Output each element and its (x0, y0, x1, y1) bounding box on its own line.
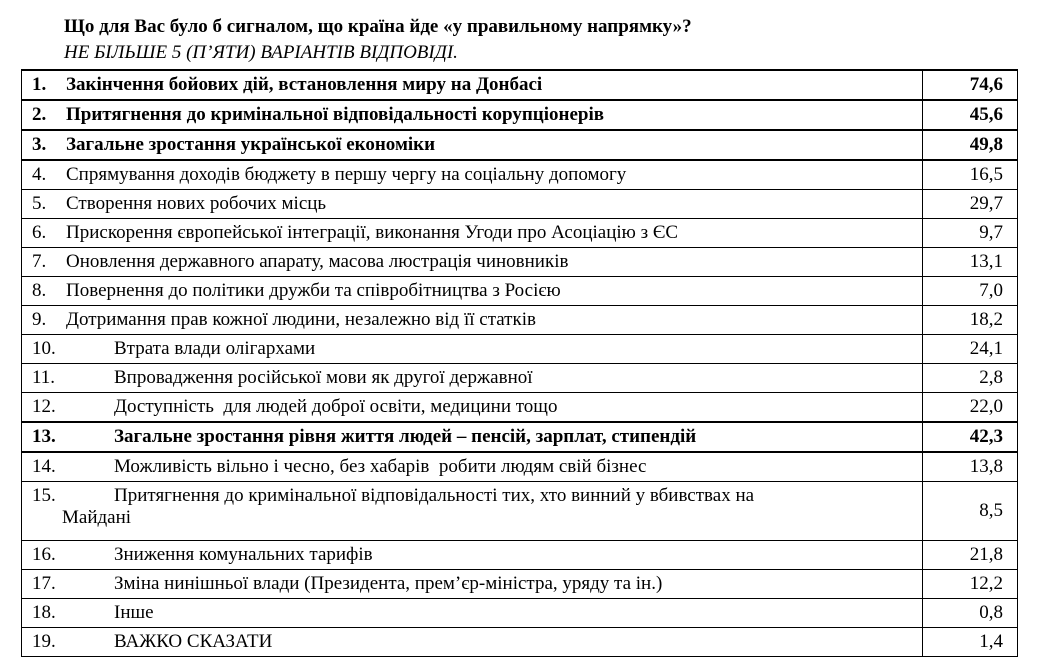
table-row (22, 628, 1018, 657)
row-number: 12. (32, 396, 56, 417)
table-row (22, 190, 1018, 219)
row-number: 15. (32, 485, 56, 506)
row-number: 16. (32, 544, 56, 565)
row-number: 17. (32, 573, 56, 594)
answer-cell (22, 306, 923, 335)
table-row (22, 541, 1018, 570)
row-number: 13. (32, 426, 56, 447)
percent-value: 29,7 (923, 190, 1018, 219)
answer-text: Загальне зростання української економіки (66, 134, 436, 155)
answer-text: Повернення до політики дружби та співробітництва з Росією (66, 280, 561, 301)
percent-value: 12,2 (923, 570, 1018, 599)
table-row (22, 599, 1018, 628)
percent-value: 21,8 (923, 541, 1018, 570)
answer-text: ВАЖКО СКАЗАТИ (114, 631, 273, 652)
question-title: Що для Вас було б сигналом, що країна йде «у правильному напрямку»? (64, 16, 692, 37)
answer-text: Притягнення до кримінальної відповідальності тих, хто винний у вбивствах на (114, 485, 755, 506)
answer-text: Притягнення до кримінальної відповідальності корупціонерів (66, 104, 604, 125)
table-row (22, 130, 1018, 160)
answer-cell (22, 277, 923, 306)
percent-value: 42,3 (923, 422, 1018, 452)
answer-text-continuation: Майдані (62, 507, 132, 528)
table-row (22, 482, 1018, 541)
row-number: 1. (32, 74, 47, 95)
table-row (22, 452, 1018, 482)
percent-value: 16,5 (923, 160, 1018, 190)
table-row (22, 570, 1018, 599)
table-row (22, 100, 1018, 130)
answer-cell (22, 130, 923, 160)
table-row (22, 160, 1018, 190)
row-number: 3. (32, 134, 47, 155)
results-table (21, 69, 1018, 657)
answer-cell (22, 541, 923, 570)
percent-value: 9,7 (923, 219, 1018, 248)
table-row (22, 70, 1018, 100)
row-number: 6. (32, 222, 47, 243)
answer-cell (22, 248, 923, 277)
percent-value: 74,6 (923, 70, 1018, 100)
percent-value: 24,1 (923, 335, 1018, 364)
answer-text: Інше (114, 602, 154, 623)
percent-value: 18,2 (923, 306, 1018, 335)
row-number: 9. (32, 309, 47, 330)
percent-value: 1,4 (923, 628, 1018, 657)
answer-cell (22, 628, 923, 657)
instruction-note: НЕ БІЛЬШЕ 5 (П’ЯТИ) ВАРІАНТІВ ВІДПОВІДІ. (64, 42, 458, 63)
row-number: 19. (32, 631, 56, 652)
row-number: 11. (32, 367, 56, 388)
table-row (22, 393, 1018, 423)
row-number: 14. (32, 456, 56, 477)
answer-cell (22, 570, 923, 599)
answer-cell (22, 452, 923, 482)
percent-value: 22,0 (923, 393, 1018, 423)
answer-text: Спрямування доходів бюджету в першу чергу на соціальну допомогу (66, 164, 627, 185)
percent-value: 2,8 (923, 364, 1018, 393)
percent-value: 45,6 (923, 100, 1018, 130)
row-number: 8. (32, 280, 47, 301)
percent-value: 13,8 (923, 452, 1018, 482)
answer-text: Втрата влади олігархами (114, 338, 316, 359)
answer-text: Створення нових робочих місць (66, 193, 327, 214)
table-row (22, 277, 1018, 306)
answer-text: Зміна нинішньої влади (Президента, прем’єр-міністра, уряду та ін.) (114, 573, 663, 594)
answer-text: Оновлення державного апарату, масова люстрація чиновників (66, 251, 569, 272)
table-row (22, 335, 1018, 364)
percent-value: 8,5 (923, 482, 1018, 541)
percent-value: 7,0 (923, 277, 1018, 306)
percent-value: 49,8 (923, 130, 1018, 160)
row-number: 4. (32, 164, 47, 185)
answer-cell (22, 422, 923, 452)
answer-cell (22, 219, 923, 248)
answer-text: Зниження комунальних тарифів (114, 544, 373, 565)
answer-cell (22, 70, 923, 100)
answer-cell (22, 335, 923, 364)
table-row (22, 306, 1018, 335)
row-number: 2. (32, 104, 47, 125)
percent-value: 0,8 (923, 599, 1018, 628)
answer-cell (22, 393, 923, 423)
answer-text: Можливість вільно і чесно, без хабарів робити людям свій бізнес (114, 456, 647, 477)
table-row (22, 248, 1018, 277)
table-row (22, 422, 1018, 452)
answer-cell (22, 364, 923, 393)
row-number: 7. (32, 251, 47, 272)
answer-text: Дотримання прав кожної людини, незалежно від її статків (66, 309, 536, 330)
answer-text: Впровадження російської мови як другої державної (114, 367, 533, 388)
answer-text: Загальне зростання рівня життя людей – пенсій, зарплат, стипендій (114, 426, 697, 447)
table-row (22, 364, 1018, 393)
answer-cell (22, 100, 923, 130)
answer-cell (22, 599, 923, 628)
answer-text: Прискорення європейської інтеграції, виконання Угоди про Асоціацію з ЄС (66, 222, 679, 243)
table-row (22, 219, 1018, 248)
answer-text: Закінчення бойових дій, встановлення миру на Донбасі (66, 74, 543, 95)
percent-value: 13,1 (923, 248, 1018, 277)
row-number: 10. (32, 338, 56, 359)
row-number: 18. (32, 602, 56, 623)
answer-cell (22, 190, 923, 219)
row-number: 5. (32, 193, 47, 214)
answer-cell (22, 160, 923, 190)
answer-text: Доступність для людей доброї освіти, медицини тощо (114, 396, 558, 417)
answer-cell (22, 482, 923, 541)
